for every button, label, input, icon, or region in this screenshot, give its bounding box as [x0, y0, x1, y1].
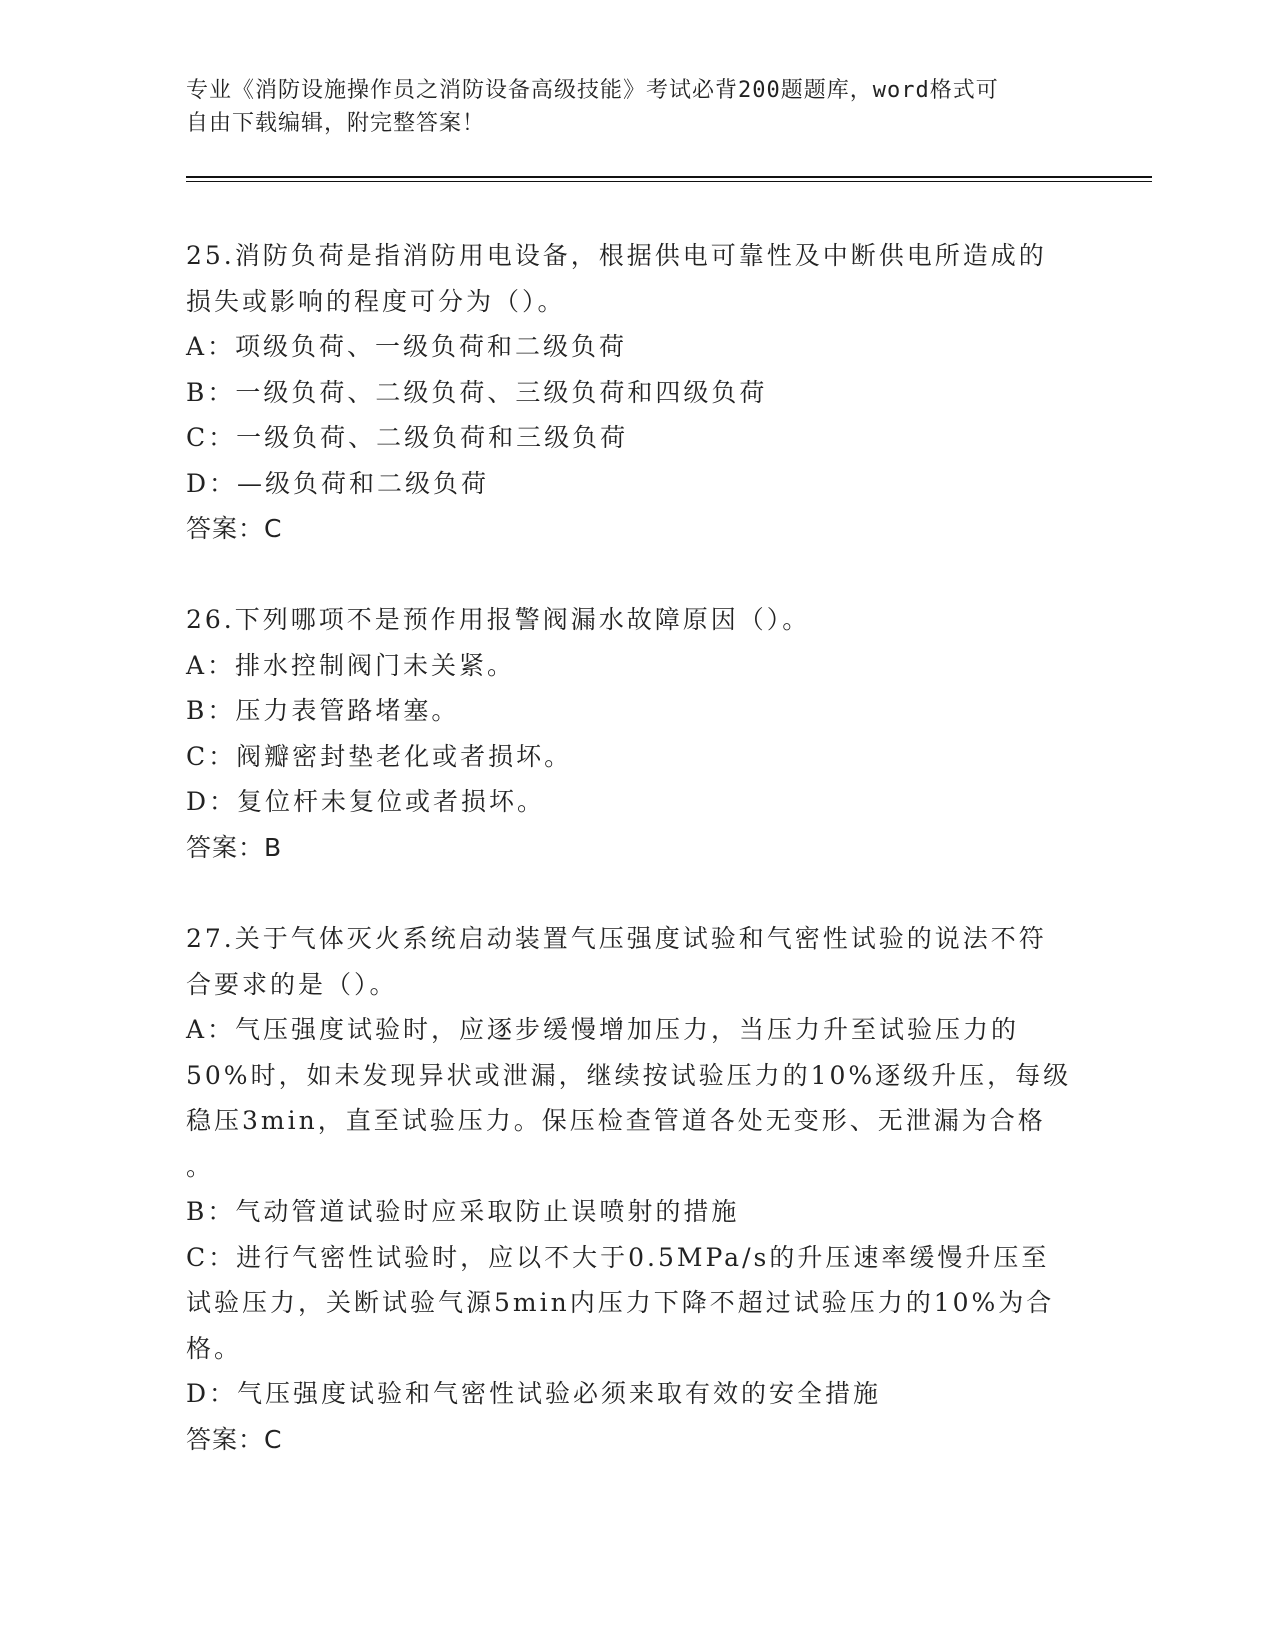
question-stem: 26.下列哪项不是预作用报警阀漏水故障原因（）。 — [186, 605, 811, 634]
option-c-cont: 格。 — [186, 1333, 243, 1363]
option-a-cont: 稳压3min，直至试验压力。保压检查管道各处无变形、无泄漏为合格 — [186, 1106, 1046, 1135]
question-26 — [186, 597, 1086, 870]
option-a: A：排水控制阀门未关紧。 — [186, 650, 516, 680]
question-stem: 27.关于气体灭火系统启动装置气压强度试验和气密性试验的说法不符 — [186, 924, 1047, 953]
header-line: 专业《消防设施操作员之消防设备高级技能》考试必背200题题库，word格式可 — [186, 78, 999, 103]
question-25 — [186, 233, 1086, 552]
option-d: D：气压强度试验和气密性试验必须来取有效的安全措施 — [186, 1379, 882, 1408]
header-divider — [186, 181, 1152, 182]
option-a: A：气压强度试验时，应逐步缓慢增加压力，当压力升至试验压力的 — [186, 1015, 1020, 1044]
option-b: B：压力表管路堵塞。 — [186, 696, 460, 725]
option-a: A：项级负荷、一级负荷和二级负荷 — [186, 332, 628, 361]
answer: 答案：B — [186, 832, 283, 862]
option-c: C：一级负荷、二级负荷和三级负荷 — [186, 423, 629, 452]
option-a-cont: 。 — [186, 1151, 215, 1181]
option-d: D：复位杆未复位或者损坏。 — [186, 787, 546, 816]
document-header — [186, 74, 1086, 140]
option-c: C：进行气密性试验时，应以不大于0.5MPa/s的升压速率缓慢升压至 — [186, 1242, 1050, 1272]
header-line: 自由下载编辑，附完整答案！ — [186, 111, 486, 136]
question-stem: 25.消防负荷是指消防用电设备，根据供电可靠性及中断供电所造成的 — [186, 241, 1047, 270]
option-c-cont: 试验压力，关断试验气源5min内压力下降不超过试验压力的10%为合 — [186, 1288, 1055, 1317]
answer: 答案：C — [186, 1424, 283, 1454]
option-c: C：阀瓣密封垫老化或者损坏。 — [186, 741, 573, 771]
question-stem: 合要求的是（）。 — [186, 969, 398, 999]
option-b: B：气动管道试验时应采取防止误喷射的措施 — [186, 1197, 740, 1226]
header-divider — [186, 176, 1152, 178]
question-stem: 损失或影响的程度可分为（）。 — [186, 286, 566, 316]
option-b: B：一级负荷、二级负荷、三级负荷和四级负荷 — [186, 377, 768, 407]
option-a-cont: 50%时，如未发现异状或泄漏，继续按试验压力的10%逐级升压，每级 — [186, 1060, 1072, 1090]
answer: 答案：C — [186, 514, 283, 543]
question-27 — [186, 916, 1086, 1462]
option-d: D：—级负荷和二级负荷 — [186, 468, 490, 498]
